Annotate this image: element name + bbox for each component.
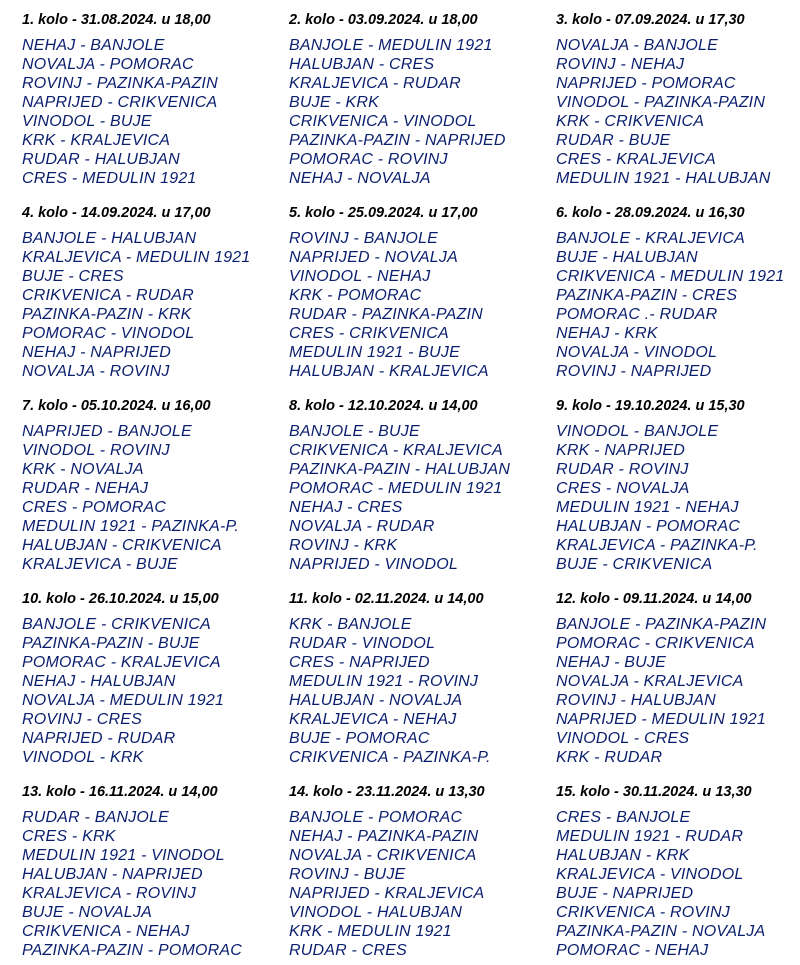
match-row: BANJOLE - PAZINKA-PAZIN bbox=[556, 616, 767, 633]
match-row: KRALJEVICA - PAZINKA-P. bbox=[556, 537, 758, 554]
round-title: 11. kolo - 02.11.2024. u 14,00 bbox=[289, 591, 484, 607]
match-row: MEDULIN 1921 - HALUBJAN bbox=[556, 170, 771, 187]
match-row: NOVALJA - BANJOLE bbox=[556, 37, 718, 54]
match-row: NOVALJA - ROVINJ bbox=[22, 363, 170, 380]
match-row: BANJOLE - BUJE bbox=[289, 423, 420, 440]
match-row: PAZINKA-PAZIN - NAPRIJED bbox=[289, 132, 506, 149]
round-block-13 bbox=[22, 782, 282, 960]
match-row: VINODOL - NEHAJ bbox=[289, 268, 431, 285]
round-block-5 bbox=[289, 203, 549, 381]
match-row: KRK - KRALJEVICA bbox=[22, 132, 171, 149]
match-row: KRK - RUDAR bbox=[556, 749, 663, 766]
match-row: VINODOL - KRK bbox=[22, 749, 144, 766]
round-block-14 bbox=[289, 782, 549, 960]
match-row: BANJOLE - KRALJEVICA bbox=[556, 230, 745, 247]
match-row: PAZINKA-PAZIN - NOVALJA bbox=[556, 923, 766, 940]
match-row: HALUBJAN - CRIKVENICA bbox=[22, 537, 222, 554]
match-row: PAZINKA-PAZIN - POMORAC bbox=[22, 942, 243, 959]
match-row: ROVINJ - PAZINKA-PAZIN bbox=[22, 75, 218, 92]
match-row: POMORAC - CRIKVENICA bbox=[556, 635, 755, 652]
match-row: KRK - NAPRIJED bbox=[556, 442, 686, 459]
match-row: KRK - BANJOLE bbox=[289, 616, 412, 633]
round-title: 13. kolo - 16.11.2024. u 14,00 bbox=[22, 784, 218, 800]
match-row: BUJE - POMORAC bbox=[289, 730, 430, 747]
match-row: ROVINJ - BUJE bbox=[289, 866, 406, 883]
match-row: HALUBJAN - NAPRIJED bbox=[22, 866, 203, 883]
match-row: NEHAJ - NOVALJA bbox=[289, 170, 431, 187]
match-row: CRIKVENICA - RUDAR bbox=[22, 287, 194, 304]
match-row: KRALJEVICA - MEDULIN 1921 bbox=[22, 249, 251, 266]
match-row: NEHAJ - NAPRIJED bbox=[22, 344, 171, 361]
match-row: HALUBJAN - NOVALJA bbox=[289, 692, 463, 709]
match-row: NAPRIJED - BANJOLE bbox=[22, 423, 192, 440]
match-row: PAZINKA-PAZIN - BUJE bbox=[22, 635, 200, 652]
match-row: KRALJEVICA - BUJE bbox=[22, 556, 178, 573]
match-row: RUDAR - VINODOL bbox=[289, 635, 436, 652]
round-block-10 bbox=[22, 589, 282, 767]
round-title: 15. kolo - 30.11.2024. u 13,30 bbox=[556, 784, 752, 800]
match-row: ROVINJ - NEHAJ bbox=[556, 56, 685, 73]
match-row: ROVINJ - BANJOLE bbox=[289, 230, 439, 247]
match-row: VINODOL - ROVINJ bbox=[22, 442, 170, 459]
match-row: NAPRIJED - KRALJEVICA bbox=[289, 885, 485, 902]
match-row: NOVALJA - POMORAC bbox=[22, 56, 194, 73]
match-row: KRALJEVICA - RUDAR bbox=[289, 75, 461, 92]
match-row: BUJE - NOVALJA bbox=[22, 904, 152, 921]
match-row: NEHAJ - BUJE bbox=[556, 654, 666, 671]
match-row: NOVALJA - CRIKVENICA bbox=[289, 847, 477, 864]
match-row: RUDAR - BUJE bbox=[556, 132, 671, 149]
match-row: NEHAJ - PAZINKA-PAZIN bbox=[289, 828, 479, 845]
match-row: HALUBJAN - KRALJEVICA bbox=[289, 363, 489, 380]
round-block-4 bbox=[22, 203, 282, 381]
match-row: VINODOL - PAZINKA-PAZIN bbox=[556, 94, 766, 111]
match-row: BUJE - CRIKVENICA bbox=[556, 556, 713, 573]
match-row: ROVINJ - KRK bbox=[289, 537, 398, 554]
match-row: PAZINKA-PAZIN - KRK bbox=[22, 306, 192, 323]
match-row: ROVINJ - HALUBJAN bbox=[556, 692, 716, 709]
match-row: MEDULIN 1921 - NEHAJ bbox=[556, 499, 739, 516]
match-row: ROVINJ - CRES bbox=[22, 711, 142, 728]
match-row: RUDAR - BANJOLE bbox=[22, 809, 170, 826]
match-row: KRK - CRIKVENICA bbox=[556, 113, 705, 130]
match-row: CRIKVENICA - PAZINKA-P. bbox=[289, 749, 491, 766]
match-row: VINODOL - HALUBJAN bbox=[289, 904, 463, 921]
round-block-7 bbox=[22, 396, 282, 574]
match-row: POMORAC - KRALJEVICA bbox=[22, 654, 221, 671]
round-title: 10. kolo - 26.10.2024. u 15,00 bbox=[22, 591, 219, 607]
round-title: 5. kolo - 25.09.2024. u 17,00 bbox=[289, 205, 478, 221]
round-block-1 bbox=[22, 10, 282, 188]
match-row: PAZINKA-PAZIN - CRES bbox=[556, 287, 738, 304]
match-row: CRES - CRIKVENICA bbox=[289, 325, 449, 342]
match-row: NEHAJ - KRK bbox=[556, 325, 658, 342]
match-row: CRES - NAPRIJED bbox=[289, 654, 430, 671]
match-row: PAZINKA-PAZIN - HALUBJAN bbox=[289, 461, 511, 478]
match-row: CRIKVENICA - NEHAJ bbox=[22, 923, 190, 940]
round-block-15 bbox=[556, 782, 800, 960]
match-row: NEHAJ - HALUBJAN bbox=[22, 673, 176, 690]
match-row: RUDAR - HALUBJAN bbox=[22, 151, 180, 168]
match-row: RUDAR - CRES bbox=[289, 942, 407, 959]
round-block-12 bbox=[556, 589, 800, 767]
match-row: CRIKVENICA - MEDULIN 1921 bbox=[556, 268, 785, 285]
match-row: NOVALJA - KRALJEVICA bbox=[556, 673, 744, 690]
round-title: 9. kolo - 19.10.2024. u 15,30 bbox=[556, 398, 745, 414]
match-row: NAPRIJED - POMORAC bbox=[556, 75, 736, 92]
round-block-6 bbox=[556, 203, 800, 381]
match-row: KRK - POMORAC bbox=[289, 287, 422, 304]
round-title: 2. kolo - 03.09.2024. u 18,00 bbox=[289, 12, 478, 28]
match-row: BANJOLE - MEDULIN 1921 bbox=[289, 37, 493, 54]
match-row: MEDULIN 1921 - PAZINKA-P. bbox=[22, 518, 239, 535]
match-row: ROVINJ - NAPRIJED bbox=[556, 363, 712, 380]
round-block-3 bbox=[556, 10, 800, 188]
match-row: MEDULIN 1921 - ROVINJ bbox=[289, 673, 479, 690]
match-row: CRIKVENICA - VINODOL bbox=[289, 113, 477, 130]
match-row: CRES - NOVALJA bbox=[556, 480, 690, 497]
round-title: 3. kolo - 07.09.2024. u 17,30 bbox=[556, 12, 745, 28]
match-row: RUDAR - PAZINKA-PAZIN bbox=[289, 306, 483, 323]
round-title: 8. kolo - 12.10.2024. u 14,00 bbox=[289, 398, 478, 414]
match-row: CRES - KRALJEVICA bbox=[556, 151, 716, 168]
match-row: NAPRIJED - MEDULIN 1921 bbox=[556, 711, 766, 728]
match-row: POMORAC - VINODOL bbox=[22, 325, 195, 342]
match-row: BUJE - NAPRIJED bbox=[556, 885, 694, 902]
match-row: MEDULIN 1921 - RUDAR bbox=[556, 828, 744, 845]
match-row: VINODOL - BUJE bbox=[22, 113, 152, 130]
match-row: CRES - KRK bbox=[22, 828, 116, 845]
match-row: VINODOL - BANJOLE bbox=[556, 423, 719, 440]
match-row: BUJE - HALUBJAN bbox=[556, 249, 698, 266]
round-block-11 bbox=[289, 589, 549, 767]
match-row: CRIKVENICA - KRALJEVICA bbox=[289, 442, 503, 459]
match-row: RUDAR - ROVINJ bbox=[556, 461, 689, 478]
round-title: 6. kolo - 28.09.2024. u 16,30 bbox=[556, 205, 745, 221]
match-row: HALUBJAN - POMORAC bbox=[556, 518, 741, 535]
round-title: 1. kolo - 31.08.2024. u 18,00 bbox=[22, 12, 211, 28]
match-row: POMORAC - ROVINJ bbox=[289, 151, 448, 168]
match-row: NAPRIJED - RUDAR bbox=[22, 730, 176, 747]
match-row: KRK - NOVALJA bbox=[22, 461, 144, 478]
round-title: 7. kolo - 05.10.2024. u 16,00 bbox=[22, 398, 211, 414]
round-block-2 bbox=[289, 10, 549, 188]
match-row: KRALJEVICA - ROVINJ bbox=[22, 885, 196, 902]
match-row: POMORAC - MEDULIN 1921 bbox=[289, 480, 503, 497]
match-row: NEHAJ - BANJOLE bbox=[22, 37, 165, 54]
match-row: MEDULIN 1921 - BUJE bbox=[289, 344, 460, 361]
match-row: CRES - BANJOLE bbox=[556, 809, 691, 826]
match-row: BANJOLE - POMORAC bbox=[289, 809, 463, 826]
match-row: BANJOLE - CRIKVENICA bbox=[22, 616, 211, 633]
match-row: NAPRIJED - VINODOL bbox=[289, 556, 458, 573]
match-row: BANJOLE - HALUBJAN bbox=[22, 230, 197, 247]
match-row: KRALJEVICA - VINODOL bbox=[556, 866, 744, 883]
round-title: 12. kolo - 09.11.2024. u 14,00 bbox=[556, 591, 752, 607]
match-row: NOVALJA - RUDAR bbox=[289, 518, 435, 535]
match-row: BUJE - KRK bbox=[289, 94, 380, 111]
match-row: KRALJEVICA - NEHAJ bbox=[289, 711, 457, 728]
match-row: CRES - MEDULIN 1921 bbox=[22, 170, 197, 187]
match-row: KRK - MEDULIN 1921 bbox=[289, 923, 452, 940]
round-block-8 bbox=[289, 396, 549, 574]
match-row: RUDAR - NEHAJ bbox=[22, 480, 149, 497]
match-row: MEDULIN 1921 - VINODOL bbox=[22, 847, 225, 864]
match-row: CRIKVENICA - ROVINJ bbox=[556, 904, 730, 921]
match-row: HALUBJAN - KRK bbox=[556, 847, 690, 864]
round-title: 14. kolo - 23.11.2024. u 13,30 bbox=[289, 784, 485, 800]
match-row: VINODOL - CRES bbox=[556, 730, 690, 747]
match-row: CRES - POMORAC bbox=[22, 499, 167, 516]
match-row: NAPRIJED - NOVALJA bbox=[289, 249, 458, 266]
match-row: POMORAC - NEHAJ bbox=[556, 942, 709, 959]
match-row: NOVALJA - VINODOL bbox=[556, 344, 718, 361]
round-block-9 bbox=[556, 396, 800, 574]
match-row: NAPRIJED - CRIKVENICA bbox=[22, 94, 218, 111]
match-row: NEHAJ - CRES bbox=[289, 499, 403, 516]
match-row: BUJE - CRES bbox=[22, 268, 124, 285]
round-title: 4. kolo - 14.09.2024. u 17,00 bbox=[22, 205, 211, 221]
match-row: POMORAC .- RUDAR bbox=[556, 306, 718, 323]
match-row: NOVALJA - MEDULIN 1921 bbox=[22, 692, 225, 709]
match-row: HALUBJAN - CRES bbox=[289, 56, 435, 73]
